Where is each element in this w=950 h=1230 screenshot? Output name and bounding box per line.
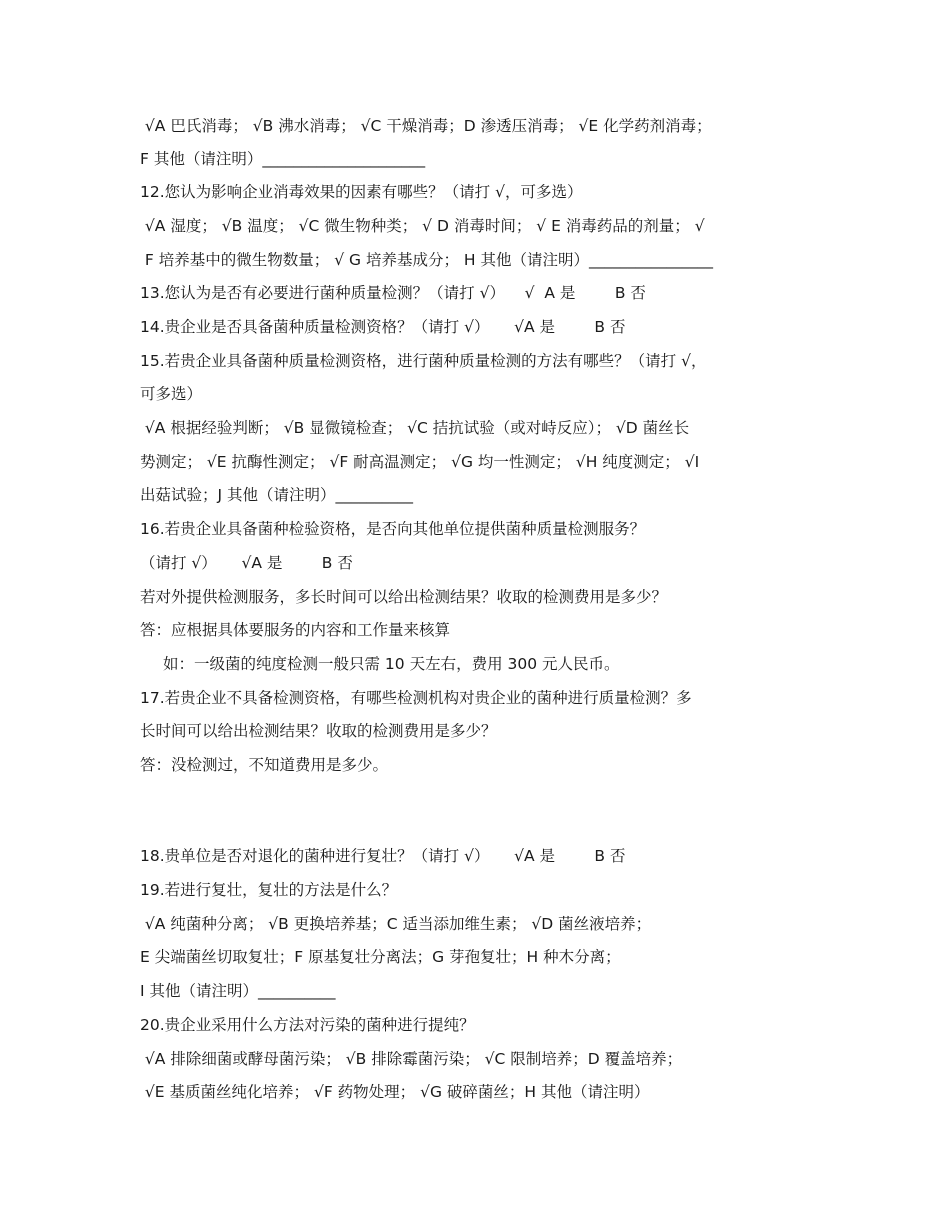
text-line: 16.若贵企业具备菌种检验资格，是否向其他单位提供菌种质量检测服务？: [140, 520, 646, 538]
text-line: 20.贵企业采用什么方法对污染的菌种进行提纯？: [140, 1016, 475, 1034]
text-line: 19.若进行复壮，复壮的方法是什么？: [140, 881, 398, 899]
text-line: 15.若贵企业具备菌种质量检测资格，进行菌种质量检测的方法有哪些？（请打 √，: [140, 352, 707, 370]
text-line: 出菇试验；J 其他（请注明）__________: [140, 486, 413, 504]
text-line: 答：没检测过，不知道费用是多少。: [140, 756, 389, 774]
text-line: 13.您认为是否有必要进行菌种质量检测？（请打 √） √ A 是 B 否: [140, 284, 646, 302]
text-line: 势测定； √E 抗酶性测定； √F 耐高温测定； √G 均一性测定； √H 纯度测定； √I: [140, 453, 700, 471]
text-line: 17.若贵企业不具备检测资格，有哪些检测机构对贵企业的菌种进行质量检测？多: [140, 689, 692, 707]
text-line: F 其他（请注明）_____________________: [140, 150, 426, 168]
text-line: 答：应根据具体要服务的内容和工作量来核算: [140, 621, 451, 639]
text-line: E 尖端菌丝切取复壮；F 原基复壮分离法；G 芽孢复壮；H 种木分离；: [140, 948, 621, 966]
text-line: √A 根据经验判断； √B 显微镜检查； √C 拮抗试验（或对峙反应）； √D 菌丝长: [140, 419, 690, 437]
text-line: √A 湿度； √B 温度； √C 微生物种类； √ D 消毒时间； √ E 消毒药品的剂量； √: [140, 217, 705, 235]
text-line: 若对外提供检测服务，多长时间可以给出检测结果？收取的检测费用是多少？: [140, 588, 668, 606]
text-line: F 培养基中的微生物数量； √ G 培养基成分； H 其他（请注明）________________: [140, 251, 713, 269]
text-line: 如：一级菌的纯度检测一般只需 10 天左右，费用 300 元人民币。: [163, 655, 620, 673]
text-line: 可多选）: [140, 385, 203, 403]
text-line: 14.贵企业是否具备菌种质量检测资格？（请打 √） √A 是 B 否: [140, 318, 626, 336]
text-line: √A 排除细菌或酵母菌污染； √B 排除霉菌污染； √C 限制培养；D 覆盖培养；: [140, 1050, 683, 1068]
text-line: I 其他（请注明）__________: [140, 982, 336, 1000]
text-line: √E 基质菌丝纯化培养； √F 药物处理； √G 破碎菌丝；H 其他（请注明）: [140, 1083, 650, 1101]
text-line: 长时间可以给出检测结果？收取的检测费用是多少？: [140, 722, 497, 740]
text-line: √A 巴氏消毒； √B 沸水消毒； √C 干燥消毒；D 渗透压消毒； √E 化学药剂消毒；: [140, 117, 712, 135]
text-line: √A 纯菌种分离； √B 更换培养基；C 适当添加维生素； √D 菌丝液培养；: [140, 915, 652, 933]
text-line: （请打 √） √A 是 B 否: [140, 554, 353, 572]
text-line: 18.贵单位是否对退化的菌种进行复壮？（请打 √） √A 是 B 否: [140, 847, 626, 865]
text-line: 12.您认为影响企业消毒效果的因素有哪些？（请打 √，可多选）: [140, 183, 583, 201]
